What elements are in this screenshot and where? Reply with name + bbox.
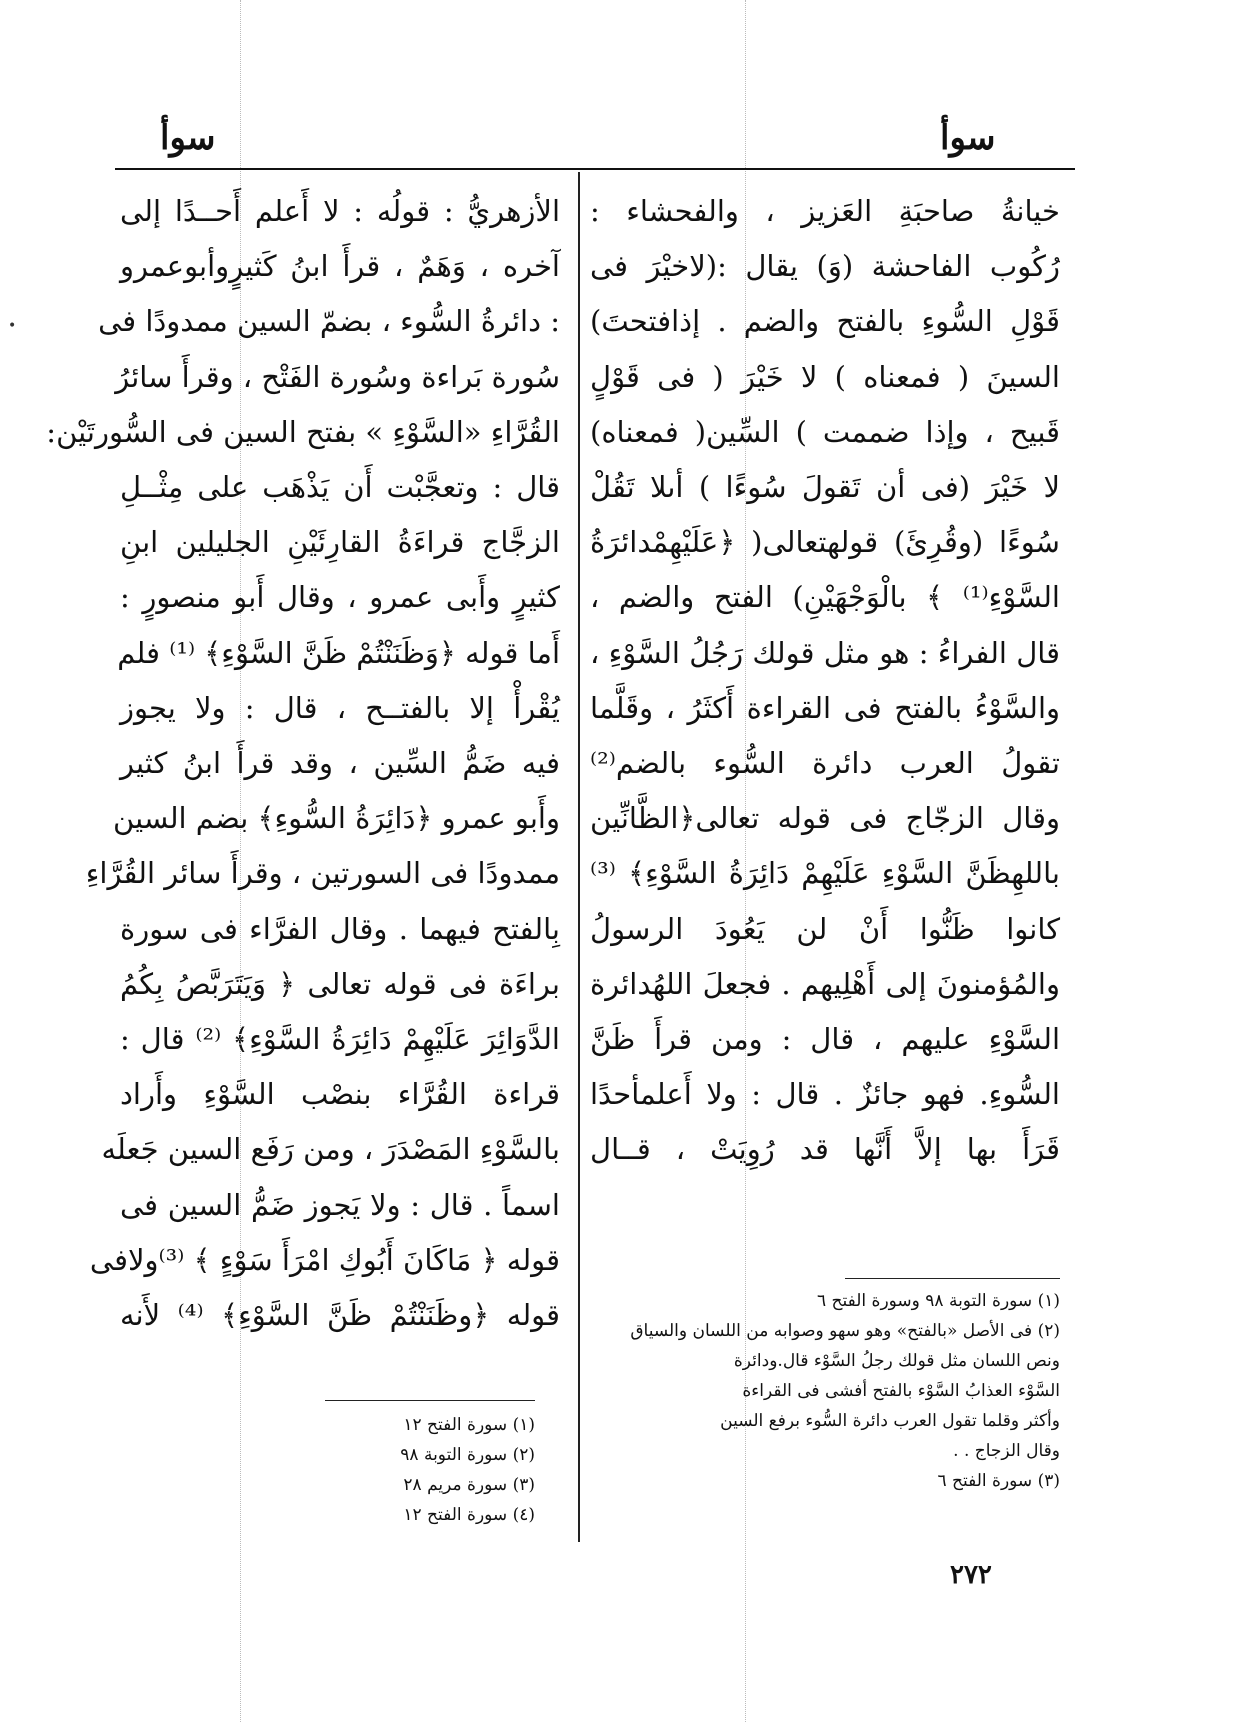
text-line: الدَّوَائِرَ عَلَيْهِمْ دَائِرَةُ السَّوْءِ﴾ ⁽²⁾ قال : bbox=[120, 1022, 560, 1057]
text-line: بِالفتح فيهما . وقال الفرَّاء فى سورة bbox=[120, 911, 560, 946]
footnote-line: (٣) سورة مريم ٢٨ bbox=[403, 1475, 535, 1495]
text-line: السينَ ( فمعناه ) لا خَيْرَ ( فى قَوْلٍ bbox=[590, 359, 1060, 394]
text-line: سُوءًا (وقُرِئَ) قولهتعالى( ﴿عَلَيْهِمْدائرَةُ bbox=[590, 525, 1060, 560]
right-footnotes bbox=[590, 1286, 1060, 1496]
text-line: قَوْلِ السُّوءِ بالفتح والضم . إذافتحتَ) bbox=[590, 304, 1060, 339]
text-line: كانوا ظَنُّوا أَنْ لن يَعُودَ الرسولُ bbox=[590, 911, 1060, 946]
footnote-line: (١) سورة الفتح ١٢ bbox=[403, 1415, 535, 1435]
text-line: قَبيح ، وإذا ضممت ) السِّين( فمعناه) bbox=[590, 414, 1060, 449]
text-line: والسَّوْءُ بالفتح فى القراءة أَكثَرُ ، وقَلَّما bbox=[590, 690, 1060, 725]
text-line: أَما قوله ﴿وَظَنَنْتُمْ ظَنَّ السَّوْءِ﴾ ⁽¹⁾ فلم bbox=[117, 635, 560, 670]
left-footnotes bbox=[320, 1410, 535, 1530]
text-line: فيه ضَمُّ السِّين ، وقد قرأَ ابنُ كثير bbox=[120, 746, 560, 781]
footnote-line: (٤) سورة الفتح ١٢ bbox=[403, 1505, 535, 1525]
text-line: لا خَيْرَ (فى أن تَقولَ سُوءًا ) أىلا تَقُلْ bbox=[590, 470, 1060, 505]
scan-speck: • bbox=[8, 318, 17, 334]
page-number: ٢٧٢ bbox=[950, 1560, 992, 1590]
running-head-left: سوأ bbox=[160, 118, 216, 158]
footnote-line: (٢) سورة التوبة ٩٨ bbox=[400, 1445, 535, 1465]
text-line: رُكُوب الفاحشة (وَ) يقال :(لاخيْرَ فى bbox=[590, 249, 1060, 284]
footnote-rule bbox=[845, 1278, 1060, 1279]
footnote-line: وأكثر وقلما تقول العرب دائرة السُّوء برفع السين bbox=[720, 1411, 1060, 1431]
text-line: اسماً . قال : ولا يَجوز ضَمُّ السين فى bbox=[120, 1187, 560, 1222]
text-line: قوله ﴿وظَنَنْتُمْ ظَنَّ السَّوْءِ﴾ ⁽⁴⁾ لأَنه bbox=[120, 1298, 560, 1333]
column-divider bbox=[578, 172, 580, 1542]
footnote-line: (٣) سورة الفتح ٦ bbox=[937, 1471, 1060, 1491]
text-line: السُّوءِ. فهو جائزٌ . قال : ولا أَعلمأحدًا bbox=[590, 1077, 1060, 1112]
text-line: الزجَّاج قراءَةُ القارِئَيْنِ الجليلين ابنِ bbox=[120, 525, 560, 560]
text-line: يُقْرأْ إلا بالفتــح ، قال : ولا يجوز bbox=[120, 690, 560, 725]
text-line: قوله ﴿ مَاكَانَ أَبُوكِ امْرَأَ سَوْءٍ ﴾ ⁽³⁾ولافى bbox=[89, 1242, 560, 1277]
footnote-line: السَّوْء العذابُ السَّوْء بالفتح أفشى فى القراءة bbox=[742, 1381, 1060, 1401]
text-line: قَرَأَ بها إلاَّ أَنَّها قد رُوِيَتْ ، قــال bbox=[590, 1132, 1060, 1167]
text-line: وقال الزجّاج فى قوله تعالى﴿الظَّانِّين bbox=[590, 801, 1060, 836]
text-line: قراءة القُرَّاء بنصْب السَّوْءِ وأَراد bbox=[120, 1077, 560, 1112]
text-line: آخره ، وَهَمٌ ، قرأَ ابنُ كَثيرٍوأبوعمرو bbox=[120, 249, 560, 284]
text-line: سُورة بَراءة وسُورة الفَتْح ، وقرأَ سائرُ bbox=[115, 359, 560, 394]
text-line: وأَبو عمرو ﴿دَائِرَةُ السُّوءِ﴾ بضم السين bbox=[113, 801, 560, 836]
footnote-line: وقال الزجاج . . bbox=[953, 1441, 1060, 1461]
text-line: قال الفراءُ : هو مثل قولك رَجُلُ السَّوْءِ ، bbox=[590, 635, 1060, 670]
footnote-line: ونص اللسان مثل قولك رجلُ السَّوْء قال.ودائرة bbox=[733, 1351, 1060, 1371]
footnote-rule bbox=[325, 1400, 535, 1401]
running-head-right: سوأ bbox=[940, 118, 996, 158]
text-line: السَّوْءِ عليهم ، قال : ومن قرأَ ظَنَّ bbox=[590, 1022, 1060, 1057]
footnote-line: (٢) فى الأصل «بالفتح» وهو سهو وصوابه من اللسان والسياق bbox=[630, 1321, 1060, 1341]
text-line: براءَة فى قوله تعالى ﴿ وَيَتَرَبَّصُ بِكُمُ bbox=[120, 966, 560, 1001]
text-line: القُرَّاءِ «السَّوْءِ » بفتح السين فى السُّورتَيْن: bbox=[46, 414, 560, 449]
text-line: قال : وتعجَّبْت أَن يَذْهَب على مِثْــلِ bbox=[120, 470, 560, 505]
header-rule bbox=[115, 168, 1075, 170]
text-line: تقولُ العرب دائرة السُّوء بالضم⁽²⁾ bbox=[590, 746, 1060, 781]
text-line: كثيرٍ وأَبى عمرو ، وقال أَبو منصورٍ : bbox=[120, 580, 560, 615]
left-column bbox=[46, 184, 560, 1343]
text-line: والمُؤمنونَ إلى أَهْلِيهم . فجعلَ اللهُدائرة bbox=[590, 966, 1060, 1001]
footnote-line: (١) سورة التوبة ٩٨ وسورة الفتح ٦ bbox=[816, 1291, 1060, 1311]
text-line: باللهِظَنَّ السَّوْءِ عَلَيْهِمْ دَائِرَةُ السَّوْءِ﴾ ⁽³⁾ bbox=[590, 856, 1060, 891]
right-column bbox=[590, 184, 1060, 1178]
text-line: خيانةُ صاحبَةِ العَزيز ، والفحشاء : bbox=[590, 194, 1060, 228]
text-line: الأزهريُّ : قولُه : لا أَعلم أَحــدًا إلى bbox=[120, 194, 560, 228]
text-line: السَّوْءِ⁽¹⁾ ﴾ بالْوَجْهَيْنِ) الفتح والضم ، bbox=[590, 580, 1060, 615]
text-line: ممدودًا فى السورتين ، وقرأَ سائر القُرَّاءِ bbox=[85, 856, 560, 891]
text-line: : دائرةُ السُّوء ، بضمّ السين ممدودًا فى bbox=[98, 304, 560, 339]
text-line: بالسَّوْءِ المَصْدَرَ ، ومن رَفَع السين جَعلَه bbox=[101, 1132, 560, 1167]
